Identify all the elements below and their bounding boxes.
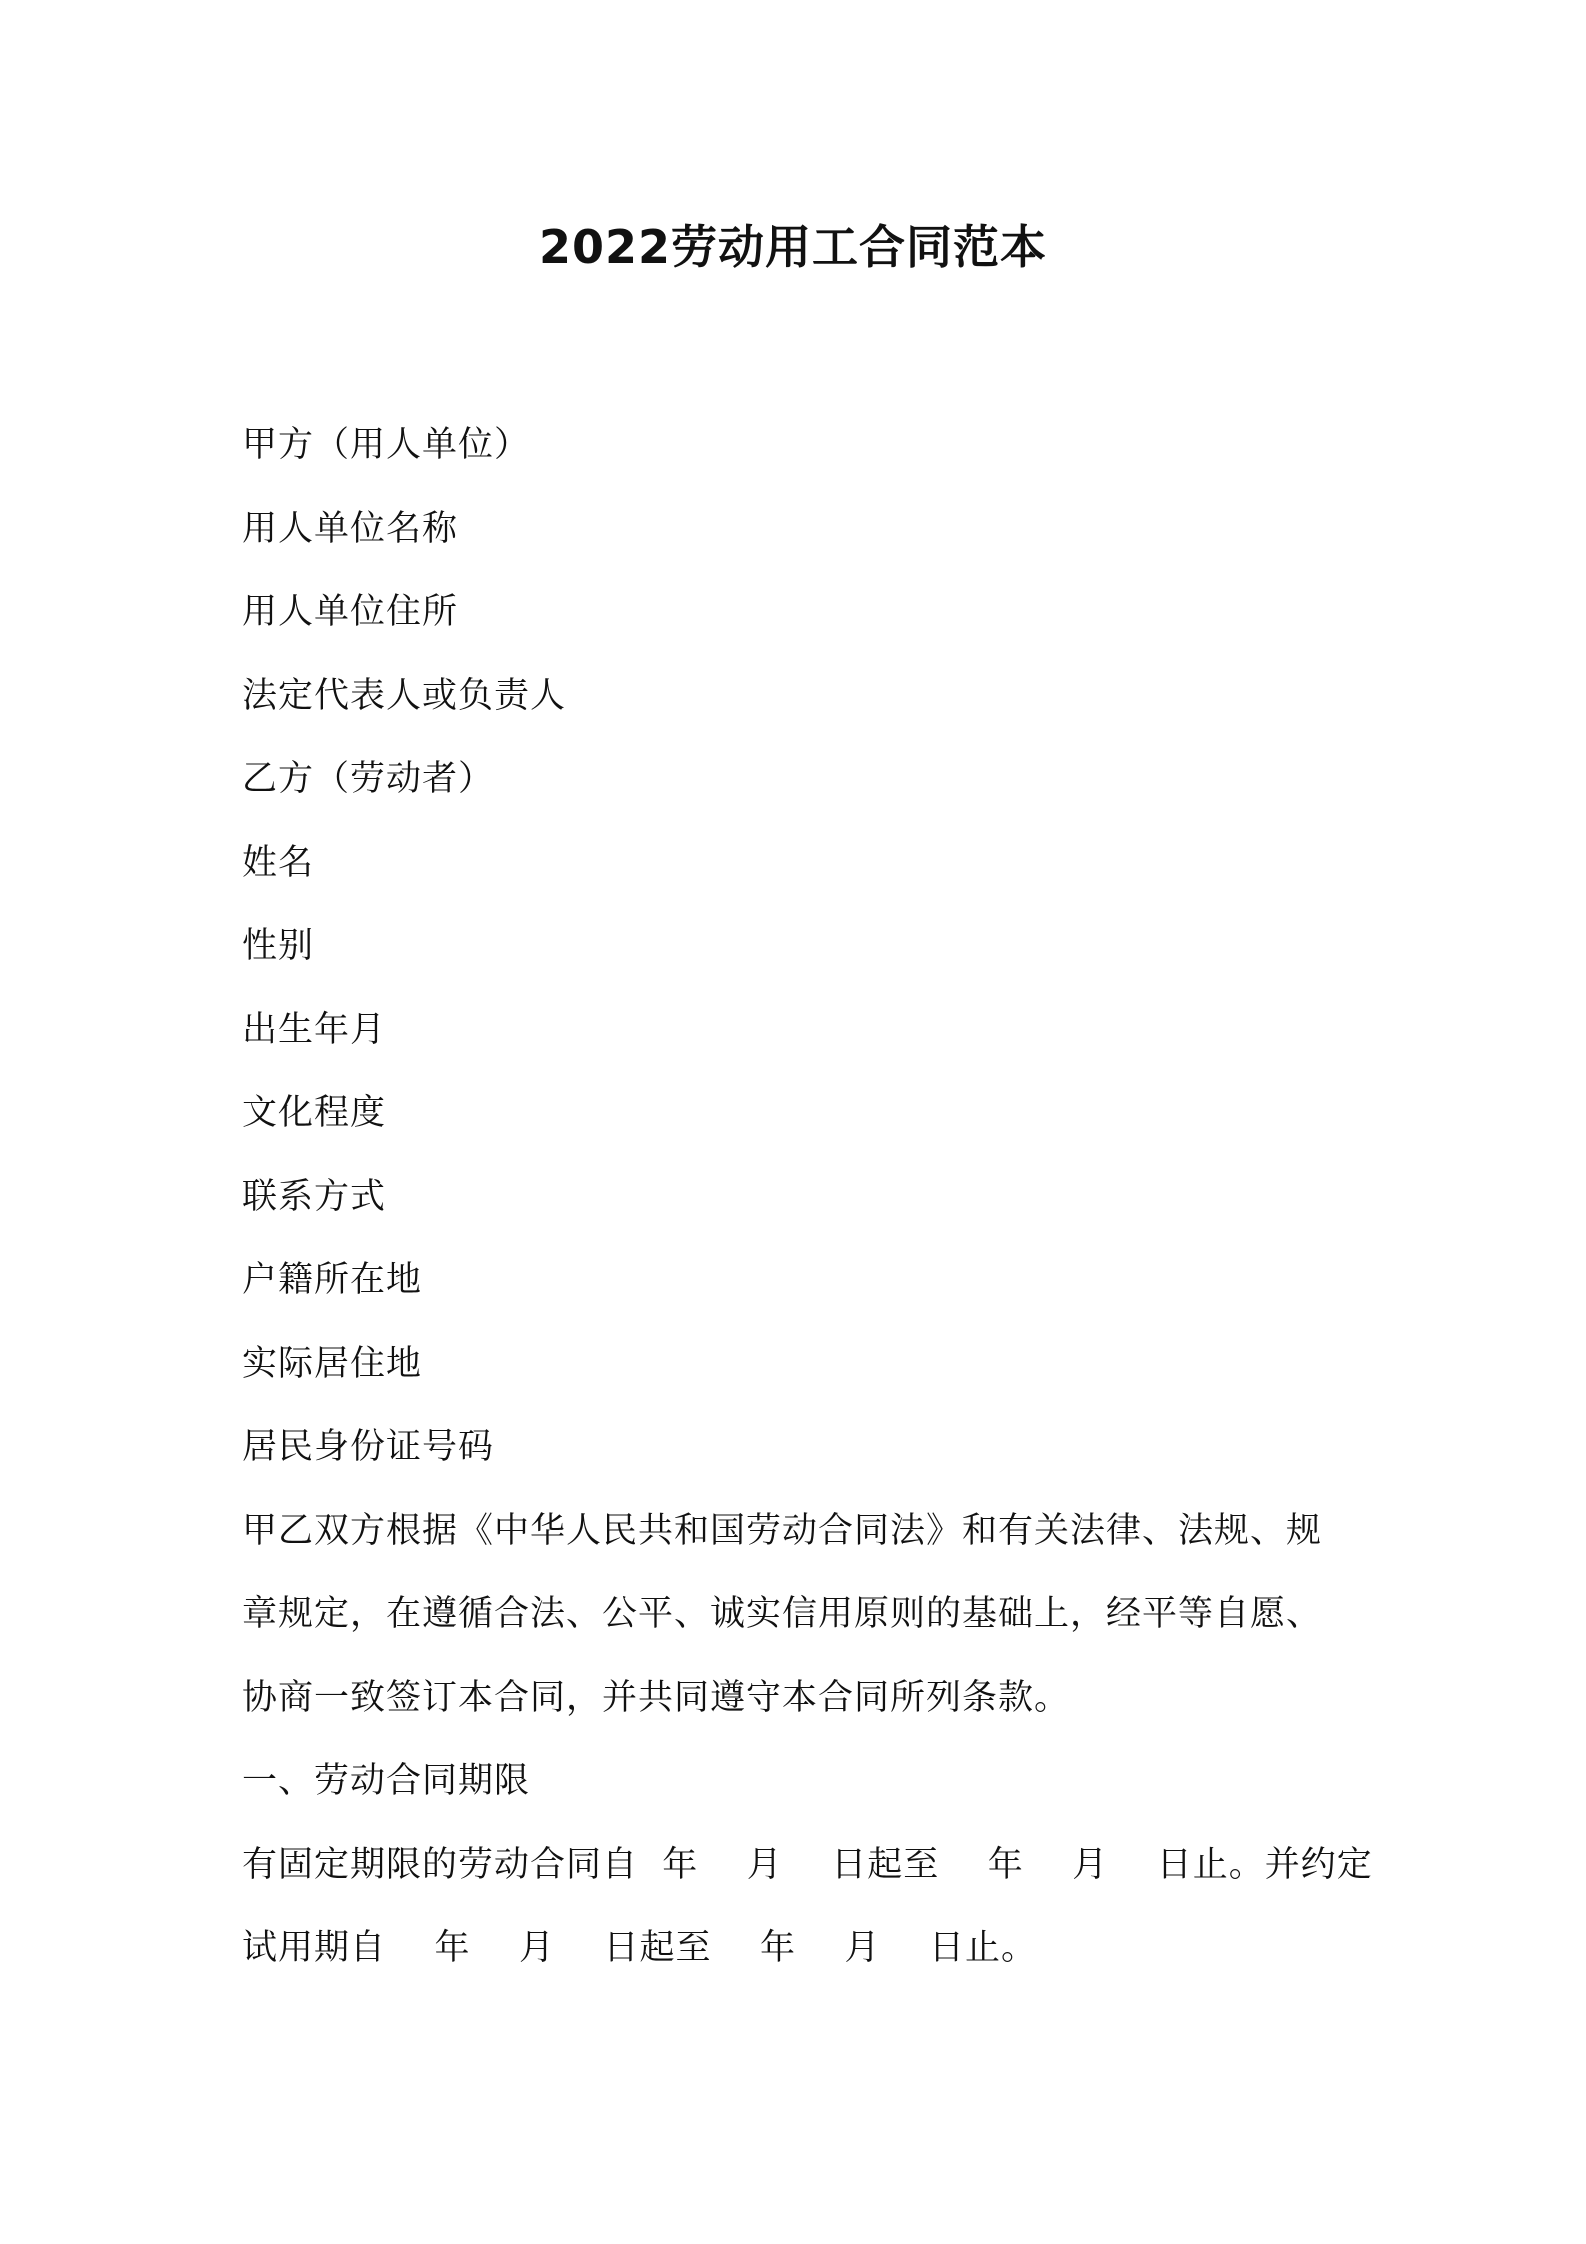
contract-term-line: 有固定期限的劳动合同自 年 月 日起至 年 月 日止。并约定: [242, 1844, 1373, 1885]
preamble-line: 章规定，在遵循合法、公平、诚实信用原则的基础上，经平等自愿、: [242, 1594, 1323, 1634]
party-b-id-label: 居民身份证号码: [242, 1427, 495, 1467]
contract-term-paragraph: [242, 1824, 1373, 1991]
party-b-birth-label: 出生年月: [242, 1009, 387, 1050]
document-title: 2022劳动用工合同范本: [538, 220, 1048, 274]
party-b-gender-label: 性别: [242, 926, 315, 966]
party-b-education-label: 文化程度: [242, 1093, 387, 1133]
preamble-paragraph: [242, 1490, 1357, 1741]
section-1-heading: 一、劳动合同期限: [242, 1761, 531, 1801]
party-a-name-label: 用人单位名称: [242, 508, 459, 549]
party-a-representative-label: 法定代表人或负责人: [242, 675, 567, 716]
party-b-heading: 乙方（劳动者）: [242, 759, 495, 799]
preamble-line: 甲乙双方根据《中华人民共和国劳动合同法》和有关法律、法规、规: [242, 1510, 1323, 1551]
party-b-household-label: 户籍所在地: [242, 1260, 423, 1300]
party-a-address-label: 用人单位住所: [242, 592, 459, 632]
party-b-name-label: 姓名: [242, 842, 315, 883]
party-b-contact-label: 联系方式: [242, 1176, 387, 1217]
party-b-residence-label: 实际居住地: [242, 1343, 423, 1384]
contract-term-line: 试用期自 年 月 日起至 年 月 日止。: [242, 1928, 1038, 1968]
document-body: [242, 404, 1373, 1991]
party-a-heading: 甲方（用人单位）: [242, 425, 531, 465]
preamble-line: 协商一致签订本合同，并共同遵守本合同所列条款。: [242, 1677, 1071, 1718]
